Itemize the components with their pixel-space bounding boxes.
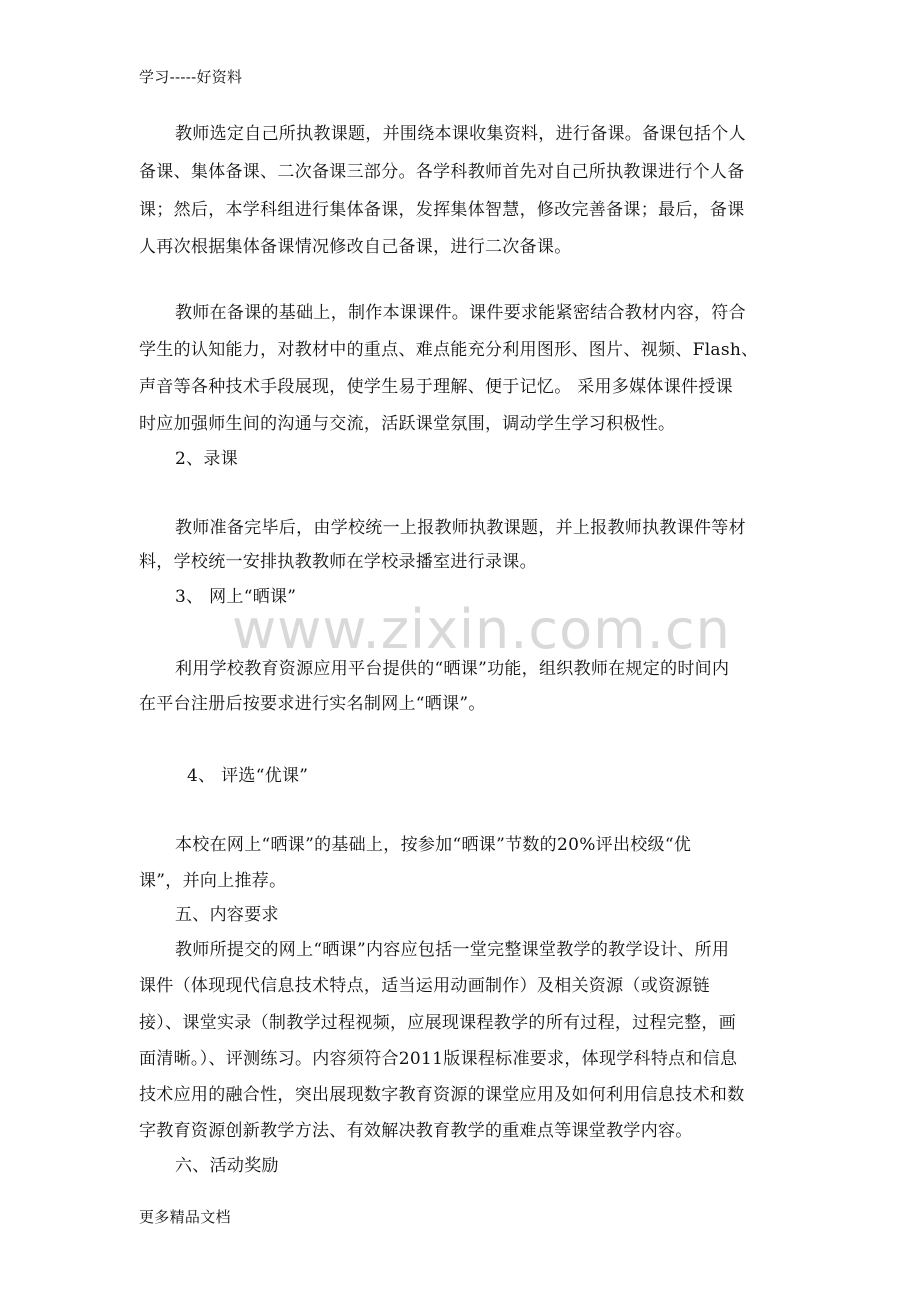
section-heading: 4、 评选“优课”	[187, 766, 309, 786]
paragraph-line: 时应加强师生间的沟通与交流，活跃课堂氛围，调动学生学习积极性。	[139, 414, 676, 434]
page-footer: 更多精品文档	[139, 1208, 231, 1226]
paragraph-line: 声音等各种技术手段展现，使学生易于理解、便于记忆。 采用多媒体课件授课	[139, 377, 733, 397]
section-heading: 五、内容要求	[175, 905, 279, 925]
paragraph-line: 教师在备课的基础上，制作本课课件。课件要求能紧密结合教材内容，符合	[175, 303, 746, 323]
paragraph-line: 利用学校教育资源应用平台提供的“晒课”功能，组织教师在规定的时间内	[175, 659, 730, 679]
paragraph-line: 本校在网上“晒课”的基础上，按参加“晒课”节数的20%评出校级“优	[175, 835, 692, 855]
section-heading: 3、 网上“晒课”	[175, 587, 297, 607]
paragraph-line: 学生的认知能力，对教材中的重点、难点能充分利用图形、图片、视频、Flash、	[139, 340, 759, 360]
section-heading: 2、录课	[175, 449, 239, 469]
paragraph-line: 人再次根据集体备课情况修改自己备课，进行二次备课。	[139, 237, 572, 257]
paragraph-line: 教师选定自己所执教课题，并围绕本课收集资料，进行备课。备课包括个人	[175, 124, 746, 144]
watermark: www.zixin.com.cn	[232, 598, 731, 661]
paragraph-line: 备课、集体备课、二次备课三部分。各学科教师首先对自己所执教课进行个人备	[139, 162, 745, 182]
section-heading: 六、活动奖励	[175, 1156, 279, 1176]
paragraph-line: 教师准备完毕后，由学校统一上报教师执教课题，并上报教师执教课件等材	[175, 518, 746, 538]
page-header: 学习-----好资料	[139, 68, 243, 86]
paragraph-line: 教师所提交的网上“晒课”内容应包括一堂完整课堂教学的教学设计、所用	[175, 940, 730, 960]
paragraph-line: 料，学校统一安排执教教师在学校录播室进行录课。	[139, 552, 537, 572]
paragraph-line: 技术应用的融合性，突出展现数字教育资源的课堂应用及如何利用信息技术和数	[139, 1085, 745, 1105]
paragraph-line: 字教育资源创新教学方法、有效解决教育教学的重难点等课堂教学内容。	[139, 1121, 693, 1141]
paragraph-line: 课；然后，本学科组进行集体备课，发挥集体智慧，修改完善备课；最后，备课	[139, 200, 745, 220]
paragraph-line: 接）、课堂实录（制教学过程视频，应展现课程教学的所有过程，过程完整，画	[139, 1013, 736, 1033]
paragraph-line: 面清晰。）、评测练习。内容须符合2011版课程标准要求，体现学科特点和信息	[139, 1049, 738, 1069]
paragraph-line: 课”，并向上推荐。	[139, 871, 287, 891]
paragraph-line: 课件（体现现代信息技术特点，适当运用动画制作）及相关资源（或资源链	[139, 976, 710, 996]
paragraph-line: 在平台注册后按要求进行实名制网上“晒课”。	[139, 694, 486, 714]
